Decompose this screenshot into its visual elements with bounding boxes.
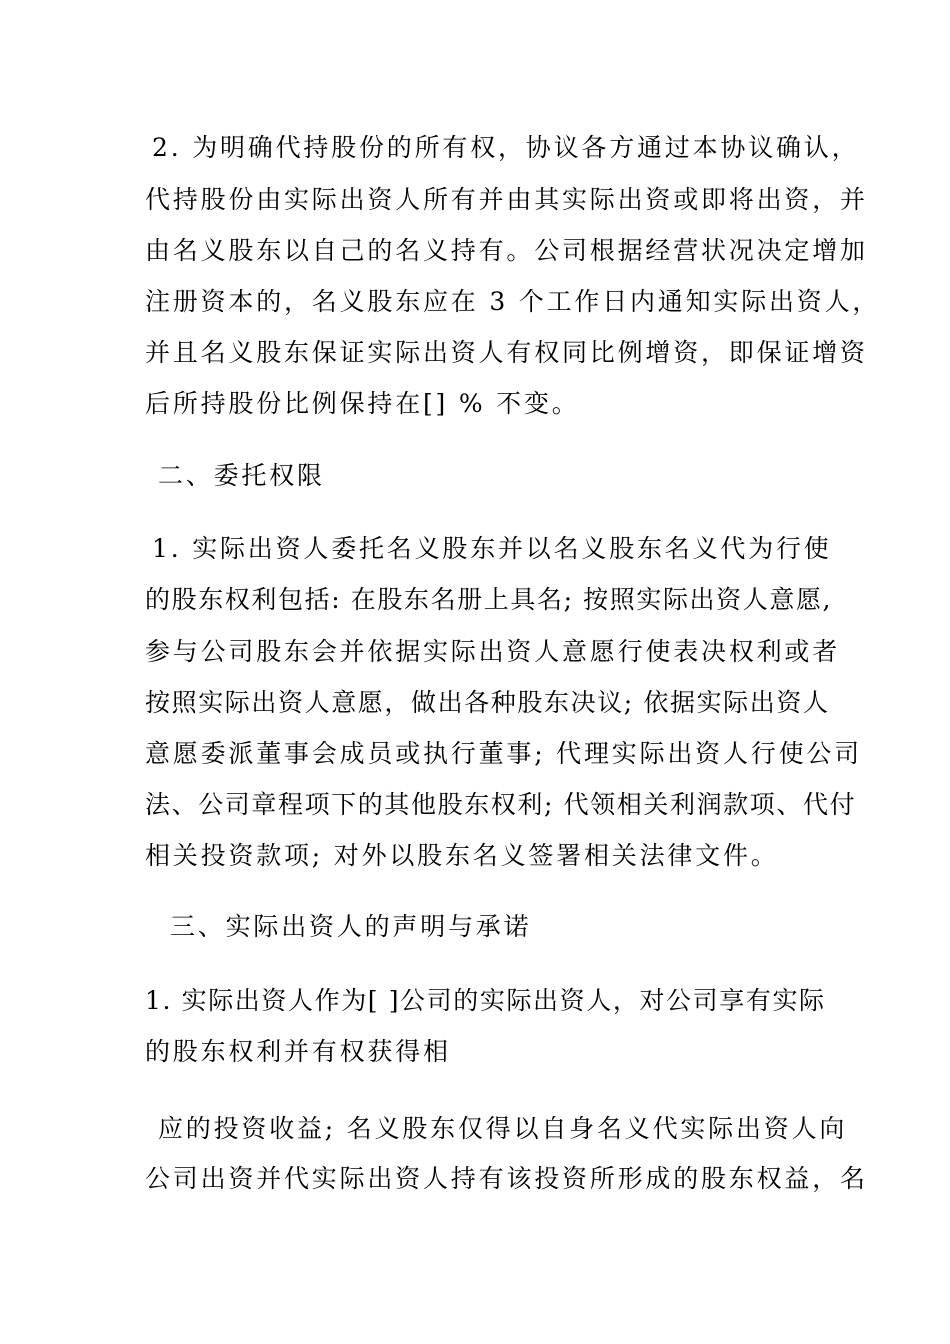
para-2-line-3: 参与公司股东会并依据实际出资人意愿行使表决权利或者 bbox=[145, 637, 841, 666]
para-1-line-3: 由名义股东以自己的名义持有。公司根据经营状况决定增加 bbox=[145, 236, 868, 265]
para-1-line-2: 代持股份由实际出资人所有并由其实际出资或即将出资，并 bbox=[145, 185, 868, 214]
para-2-line-7: 相关投资款项; 对外以股东名义签署相关法律文件。 bbox=[145, 841, 779, 870]
para-1-line-4: 注册资本的，名义股东应在 3 个工作日内通知实际出资人， bbox=[145, 287, 881, 316]
para-2-line-4: 按照实际出资人意愿，做出各种股东决议; 依据实际出资人 bbox=[145, 688, 830, 717]
para-2-line-6: 法、公司章程项下的其他股东权利; 代领相关利润款项、代付 bbox=[145, 790, 857, 819]
para-4-line-2: 公司出资并代实际出资人持有该投资所形成的股东权益，名 bbox=[145, 1164, 868, 1193]
para-2-line-1: 1. 实际出资人委托名义股东并以名义股东名义代为行使 bbox=[152, 534, 832, 563]
para-2-line-5: 意愿委派董事会成员或执行董事; 代理实际出资人行使公司 bbox=[145, 739, 862, 768]
para-1-line-6: 后所持股份比例保持在[] % 不变。 bbox=[145, 389, 580, 418]
para-4-line-1: 应的投资收益; 名义股东仅得以自身名义代实际出资人向 bbox=[158, 1114, 848, 1143]
para-1-line-5: 并且名义股东保证实际出资人有权同比例增资，即保证增资 bbox=[145, 338, 868, 367]
section-heading-2: 二、委托权限 bbox=[158, 461, 325, 490]
section-heading-3: 三、实际出资人的声明与承诺 bbox=[170, 912, 532, 941]
para-1-line-1: 2. 为明确代持股份的所有权，协议各方通过本协议确认， bbox=[152, 133, 860, 162]
para-2-line-2: 的股东权利包括: 在股东名册上具名; 按照实际出资人意愿, bbox=[145, 585, 833, 614]
para-3-line-2: 的股东权利并有权获得相 bbox=[145, 1037, 451, 1066]
para-3-line-1: 1. 实际出资人作为[ ]公司的实际出资人，对公司享有实际 bbox=[145, 986, 826, 1015]
